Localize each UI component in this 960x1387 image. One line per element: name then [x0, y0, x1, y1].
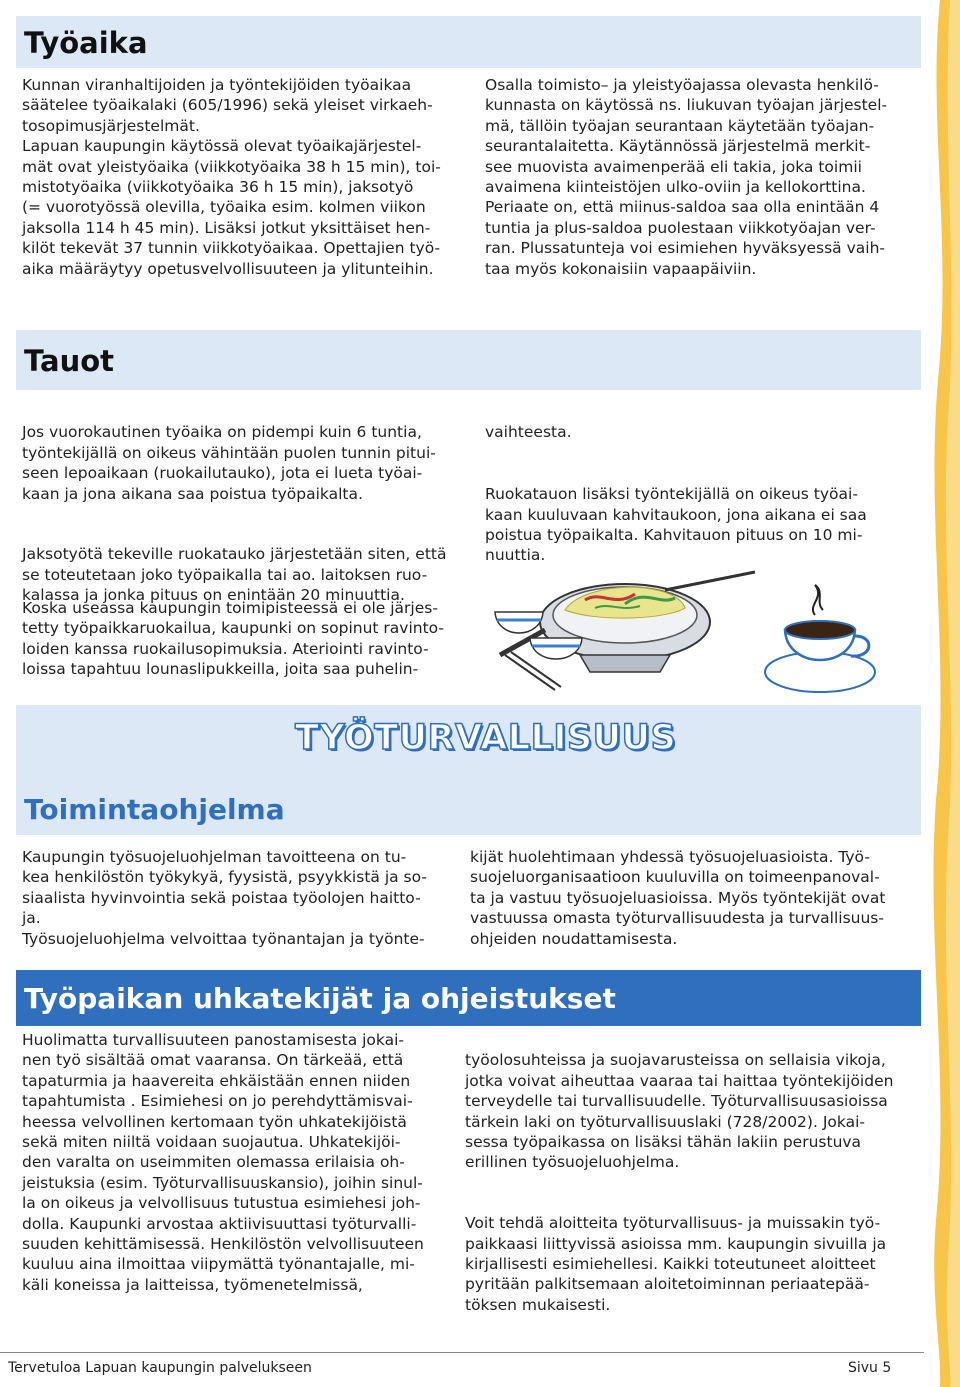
tyoaika-left-text: Kunnan viranhaltijoiden ja työntekijöiden työaikaa säätelee työaikalaki (605/1996) sekä yleiset virkaeh- tosopimusjärjestelmät. Lapuan kaupungin käytössä olevat työaikajärjestel- mät ovat yleistyöaika (viikkotyöaika 38 h 15 min), toi- mistotyöaika (viikkotyöaika 36 h 15 min), jaksotyö (= vuorotyössä olevilla, työaika esim. kolmen viikon jaksolla 114 h 45 min). Lisäksi jotkut yksittäiset hen- kilöt tekevät 37 tunnin viikkotyöaikaa. Opettajien työ- aika määräytyy opetusvelvollisuuteen ja ylitunteihin.: [22, 76, 441, 278]
section-title-uhkatekijat: Työpaikan uhkatekijät ja ohjeistukset: [24, 982, 616, 1015]
tauot-right-text: [485, 402, 915, 586]
tyoturvallisuus-banner-title: TYÖTURVALLISUUS: [295, 718, 677, 758]
tauot-right-paragraph-1: vaihteesta.: [485, 423, 572, 442]
lunch-coffee-illustration: [485, 560, 885, 710]
section-header-tauot: [16, 330, 921, 390]
section-title-toimintaohjelma: Toimintaohjelma: [24, 793, 285, 826]
section-title-tyoaika: Työaika: [24, 26, 148, 60]
footer-left: Tervetuloa Lapuan kaupungin palvelukseen: [8, 1360, 312, 1376]
tauot-left-text: [22, 402, 472, 626]
footer-divider: [0, 1352, 924, 1353]
page-number: Sivu 5: [848, 1360, 892, 1376]
uhkatekijat-right-text: [465, 1030, 920, 1336]
tauot-paragraph-1: Jos vuorokautinen työaika on pidempi kuin 6 tuntia, työntekijällä on oikeus vähintään puolen tunnin pitui- seen lepoaikaan (ruokailutauko), jota ei lueta työai- kaan ja jona aikana saa poistua työpaikalta.: [22, 423, 436, 503]
tauot-bottom-text: Koska useassa kaupungin toimipisteessä ei ole järjes- tetty työpaikkaruokailua, kaupunki on sopinut ravinto- loiden kanssa ruokailusopimuksia. Ateriointi ravinto- loissa tapahtuu lounaslipukkeilla, joita saa puhelin-: [22, 599, 445, 679]
uhkatekijat-right-paragraph-2: Voit tehdä aloitteita työturvallisuus- ja muissakin työ- paikkaasi liittyvissä asioissa mm. kaupungin sivuilla ja kirjallisesti esimiehellesi. Kaikki toteutuneet aloitteet pyritään palkitsemaan aloitetoiminnan periaatepää- töksen mukaisesti.: [465, 1214, 887, 1314]
section-title-tauot: Tauot: [24, 344, 115, 378]
toimintaohjelma-right-text: kijät huolehtimaan yhdessä työsuojeluasioista. Työ- suojeluorganisaatioon kuuluvilla on toimeenpanoval- ta ja vastuu työsuojeluasioissa. Myös työntekijät ovat vastuussa omasta työturvallisuudesta ja turvallisuus- ohjeiden noudattamisesta.: [470, 848, 886, 948]
tauot-paragraph-2: Jaksotyötä tekeville ruokatauko järjestetään siten, että se toteutetaan joko työpaikalla tai ao. laitoksen ruo- kalassa ja jonka pituus on enintään 20 minuuttia.: [22, 545, 447, 605]
uhkatekijat-left-text: Huolimatta turvallisuuteen panostamisesta jokai- nen työ sisältää omat vaaransa. On tärkeää, että tapaturmia ja haavereita ehkäistään ennen niiden tapahtumista . Esimiehesi on jo perehdyttämisvai- heessa velvollinen kertomaan työn uhkatekijöistä sekä miten niiltä voidaan suojautua. Uhkatekijöi- den varalta on useimmiten olemassa erilaisia oh- jeistuksia (esim. Työturvallisuuskansio), joihin sinul- la on oikeus ja velvollisuus tutustua esimiehesi joh- dolla. Kaupunki arvostaa aktiivisuuttasi työturvalli- suuden kehittämisessä. Henkilöstön velvollisuuteen kuuluu aina ilmoittaa viipymättä työnantajalle, mi- käli koneissa ja laitteissa, työmenetelmissä,: [22, 1031, 424, 1294]
decorative-stripe: [926, 0, 960, 1387]
tauot-right-paragraph-2: Ruokatauon lisäksi työntekijällä on oikeus työai- kaan kuuluvaan kahvitaukoon, jona aikana ei saa poistua työpaikalta. Kahvitauon pituus on 10 mi- nuuttia.: [485, 485, 867, 565]
tyoaika-right-text: Osalla toimisto– ja yleistyöajassa olevasta henkilö- kunnasta on käytössä ns. liukuvan työajan järjestel- mä, tällöin työajan seurantaan käytetään työajan- seurantalaitetta. Käytännössä järjestelmä merkit- see muovista avaimenperää eli takia, joka toimii avaimena kiinteistöjen ulko-oviin ja kellokorttina. Periaate on, että miinus-saldoa saa olla enintään 4 tuntia ja plus-saldoa puolestaan viikkotyöajan ver- ran. Plussatunteja voi esimiehen hyväksyessä vaih- taa myös kokonaisiin vapaapäiviin.: [485, 76, 888, 278]
uhkatekijat-right-paragraph-1: työolosuhteissa ja suojavarusteissa on sellaisia vikoja, jotka voivat aiheuttaa vaaraa tai haittaa työntekijöiden terveydelle tai turvallisuudelle. Työturvallisuusasioissa tärkein laki on työturvallisuuslaki (728/2002). Jokai- sessa työpaikassa on lisäksi tähän lakiin perustuva erillinen työsuojeluohjelma.: [465, 1051, 894, 1172]
toimintaohjelma-left-text: Kaupungin työsuojeluohjelman tavoitteena on tu- kea henkilöstön työkykyä, fyysistä, psyykkistä ja so- siaalista hyvinvointia sekä poistaa työolojen haitto- ja. Työsuojeluohjelma velvoittaa työnantajan ja työnte-: [22, 848, 427, 948]
section-header-tyoaika: [16, 16, 921, 68]
